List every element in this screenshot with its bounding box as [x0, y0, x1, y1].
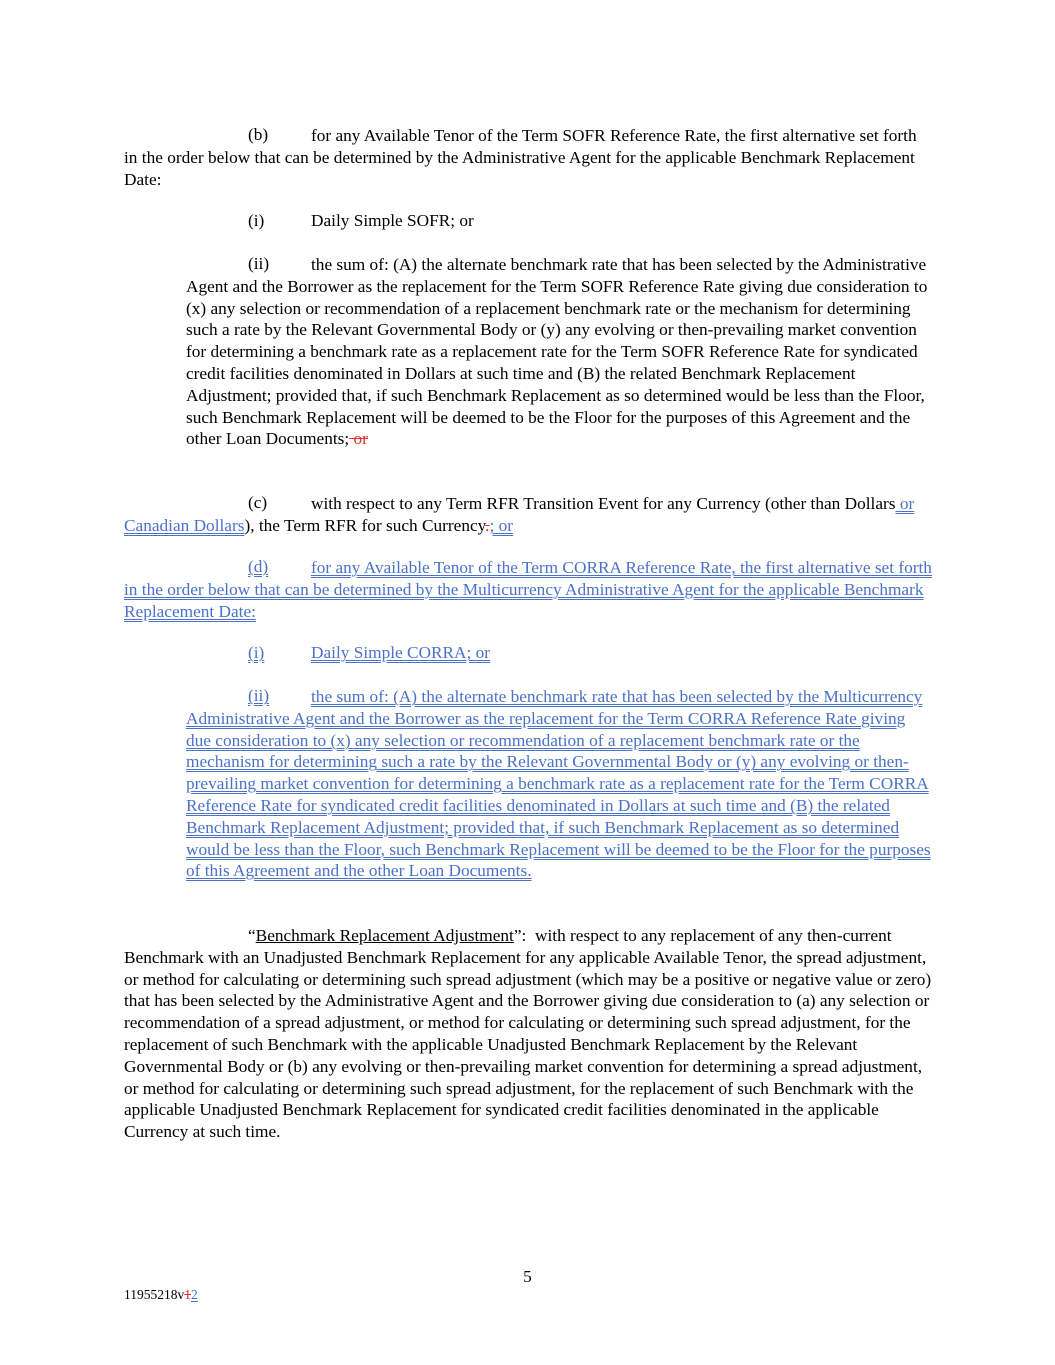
clause-d-label: (d) [248, 557, 269, 576]
inserted-text: or Canadian Dollars [124, 494, 915, 535]
clause-d-ii-text: the sum of: (A) the alternate benchmark rate that has been selected by the Multicurrency Administrative Agent and the Borrower as the replacement for the Term CORRA Reference Rate giving due consideration to (x) any selection or recommendation of a replacement benchmark rate or the mechanism for determining such a rate by the Relevant Governmental Body or (y) any evolving or then-prevailing market convention for determining a benchmark rate as a replacement rate for the Term CORRA Reference Rate for syndicated credit facilities denominated in Dollars at such time and (B) the related Benchmark Replacement Adjustment; provided that, if such Benchmark Replacement as so determined would be less than the Floor, such Benchmark Replacement will be deemed to be the Floor for the purposes of this Agreement and the other Loan Documents. [186, 687, 931, 881]
clause-b-label: (b) [248, 125, 269, 144]
clause-b-i-label: (i) [248, 211, 265, 230]
deleted-text: . [485, 515, 490, 535]
defined-term: Benchmark Replacement Adjustment [255, 926, 514, 945]
clause-b-ii-label: (ii) [248, 254, 270, 273]
deleted-text: or [349, 429, 368, 449]
clause-b-ii-text: the sum of: (A) the alternate benchmark rate that has been selected by the Administrative Agent and the Borrower as the replacement for the Term SOFR Reference Rate giving due consideration to (x) any selection or recommendation of a replacement benchmark rate or the mechanism for determining such a rate by the Relevant Governmental Body or (y) any evolving or then-prevailing market convention for determining a benchmark rate as a replacement rate for the Term SOFR Reference Rate for syndicated credit facilities denominated in Dollars at such time and (B) the related Benchmark Replacement Adjustment; provided that, if such Benchmark Replacement as so determined would be less than the Floor, such Benchmark Replacement will be deemed to be the Floor for the purposes of this Agreement and the other Loan Documents; or [186, 255, 928, 449]
clause-c-text: with respect to any Term RFR Transition Event for any Currency (other than Dollars or Canadian Dollars), the Term RFR for such Currency.; or [124, 494, 915, 535]
inserted-text: ; or [489, 515, 514, 535]
clause-b-text: for any Available Tenor of the Term SOFR Reference Rate, the first alternative set forth in the order below that can be determined by the Administrative Agent for the applicable Benchmark Replacement Date: [124, 126, 917, 189]
page-number: 5 [523, 1267, 532, 1286]
clause-d-i-label: (i) [248, 643, 265, 662]
clause-d-i-text: Daily Simple CORRA; or [311, 643, 491, 662]
inserted-text: 2 [191, 1287, 198, 1302]
clause-d-text: for any Available Tenor of the Term CORRA Reference Rate, the first alternative set forth in the order below that can be determined by the Multicurrency Administrative Agent for the applicable Benchmark Replacement Date: [124, 558, 932, 621]
clause-d-ii-label: (ii) [248, 686, 270, 705]
definition-text: “Benchmark Replacement Adjustment”: with respect to any replacement of any then-current Benchmark with an Unadjusted Benchmark Replacement for any applicable Available Tenor, the spread adjustment, or method for calculating or determining such spread adjustment (which may be a positive or negative value or zero) that has been selected by the Administrative Agent and the Borrower giving due consideration to (a) any selection or recommendation of a spread adjustment, or method for calculating or determining such spread adjustment, for the replacement of such Benchmark with the applicable Unadjusted Benchmark Replacement by the Relevant Governmental Body or (b) any evolving or then-prevailing market convention for determining a spread adjustment, or method for calculating or determining such spread adjustment, for the replacement of such Benchmark with the applicable Unadjusted Benchmark Replacement for syndicated credit facilities denominated in the applicable Currency at such time. [124, 926, 932, 1142]
clause-c-label: (c) [248, 493, 268, 512]
deleted-text: 1 [184, 1287, 191, 1302]
clause-b-i-text: Daily Simple SOFR; or [311, 211, 474, 230]
document-id: 11955218v12 [124, 1287, 198, 1302]
